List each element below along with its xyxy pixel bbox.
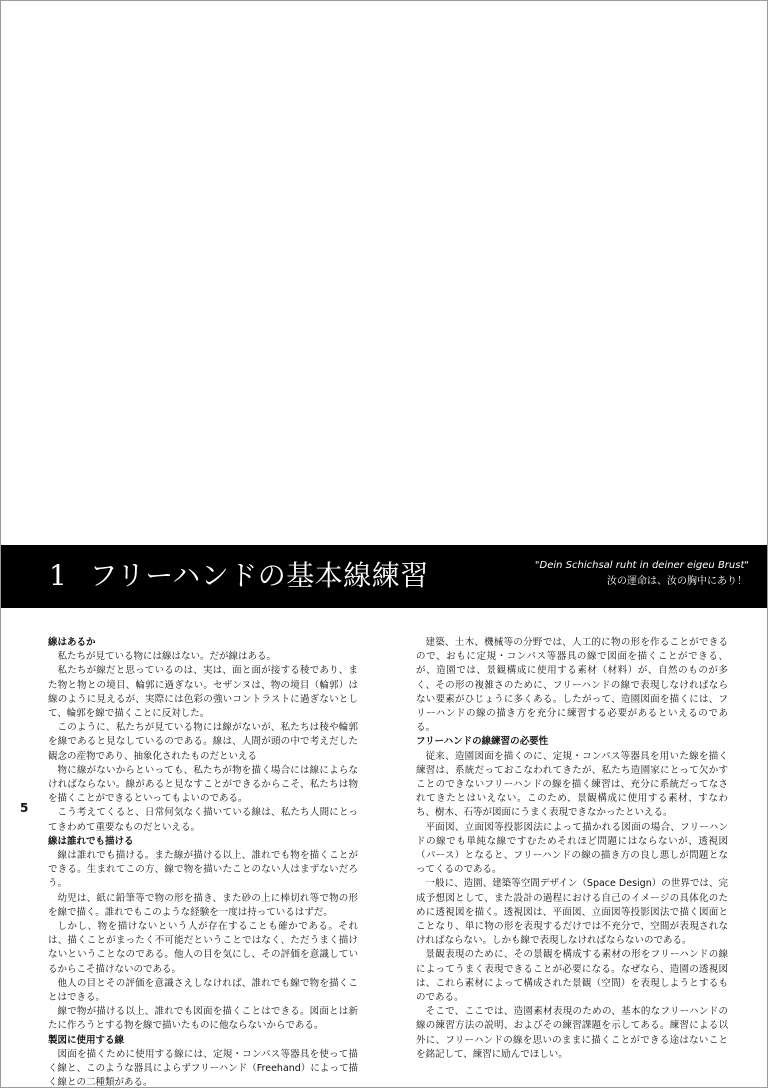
body-paragraph: しかし、物を描けないという人が存在することも確かである。それは、描くことがまったく不可能だということではなく、ただうまく描けないということなのである。他人の目を気にし、その評価を意識しているからこそ描けないのである。 [48,921,358,975]
right-text-column [416,636,728,1062]
body-paragraph: 景観表現のために、その景観を構成する素材の形をフリーハンドの線によってうまく表現できることが必要になる。なぜなら、造園の透視図は、これら素材によって構成された景観（空間）を表現しようとするものである。 [416,949,728,1004]
body-paragraph: 平面図、立面図等投影図法によって描かれる図面の場合、フリーハンドの線でも単純な線ですむためそれほど問題にはならないが、透視図（パース）となると、フリーハンドの線の描き方の良し悪しが問題となってくるのである。 [416,821,728,876]
body-paragraph: 線で物が描ける以上、誰れでも図面を描くことはできる。図面とは新たに作ろうとする物を線で描いたものに他ならないからである。 [48,1006,358,1032]
section-heading: 線は誰れでも描ける [48,835,134,847]
chapter-header-band [1,545,767,608]
section-heading: フリーハンドの線練習の必要性 [416,736,549,748]
body-paragraph: 従来、造園図面を描くのに、定規・コンパス等器具を用いた線を描く練習は、系統だっておこなわれてきたが、私たち造園家にとって欠かすことのできないフリーハンドの線を描く練習は、充分に系統だってなされてきたとはいえない。このため、景観構成に使用する素材、すなわち、樹木、石等が図面にうまく表現できなかったといえる。 [416,750,728,819]
chapter-title [49,556,429,596]
epigraph-german: "Dein Schichsal ruht in deiner eigeu Brust" [534,560,749,571]
body-paragraph: このように、私たちが見ている物には線がないが、私たちは稜や輪郭を線であると見なしているのである。線は、人間が頭の中で考えだした観念の産物であり、抽象化されたものだといえる [48,722,358,762]
chapter-title-text: フリーハンドの基本線練習 [89,559,429,592]
body-paragraph: 図面を描くために使用する線には、定規・コンパス等器具を使って描く線と、このような器具によらずフリーハンド（Freehand）によって描く線との二種類がある。 [48,1048,358,1089]
left-text-column [48,636,358,1091]
body-paragraph: 他人の目とその評価を意識さえしなければ、誰れでも線で物を描くことはできる。 [48,977,358,1004]
body-paragraph: 一般に、造園、建築等空間デザイン（Space Design）の世界では、完成予想図として、また設計の過程における自己のイメージの具体化のために透視図を描く。透視図は、平面図、立面図等投影図法で描く図面とことなり、単に物の形を表現するだけでは不充分で、空間が表現されなければならない。しかも線で表現しなければならないのである。 [416,878,728,947]
body-paragraph: 私たちが線だと思っているのは、実は、面と面が接する稜であり、また物と物との境目、輪郭に過ぎない。セザンヌは、物の境目（輪郭）は線のように見えるが、実際には色彩の強いコントラストに過ぎないとして、輪郭を線で描くことに反対した。 [48,665,358,720]
epigraph-japanese: 汝の運命は、汝の胸中にあり！ [607,576,747,587]
body-paragraph: 線は誰れでも描ける。また線が描ける以上、誰れでも物を描くことができる。生まれてこの方、線で物を描いたことのない人はまずないだろう。 [48,850,358,890]
chapter-number: 1 [49,559,68,592]
body-paragraph: 建築、土木、機械等の分野では、人工的に物の形を作ることができるので、おもに定規・コンパス等器具の線で図面を描くことができる、が、造園では、景観構成に使用する素材（材料）が、自然のものが多く、その形の複雑さのために、フリーハンドの線で表現しなければならない要素がひじょうに多くある。したがって、造園図面を描くには、フリーハンドの線の描き方を充分に練習する必要があるといえるのである。 [416,637,728,734]
body-paragraph: そこで、ここでは、造園素材表現のための、基本的なフリーハンドの線の練習方法の説明、およびその練習課題を示してある。練習による以外に、フリーハンドの線を思いのままに描くことができる途はないことを銘記して、練習に励んでほしい。 [416,1006,728,1060]
body-paragraph: こう考えてくると、日常何気なく描いている線は、私たち人間にとってきわめて重要なものだといえる。 [48,807,358,833]
body-paragraph: 私たちが見ている物には線はない。だが線はある。 [57,651,277,663]
page-number: 5 [20,801,29,815]
section-heading: 線はあるか [48,637,96,648]
body-paragraph: 幼児は、紙に鉛筆等で物の形を描き、また砂の上に棒切れ等で物の形を線で描く。誰れでもこのような経験を一度は持っているはずだ。 [48,892,358,918]
section-heading: 製図に使用する線 [48,1034,125,1046]
body-paragraph: 物に線がないからといっても、私たちが物を描く場合には線によらなければならない。線があると見なすことができるからこそ、私たちは物を描くことができるといってもよいのである。 [48,764,358,805]
